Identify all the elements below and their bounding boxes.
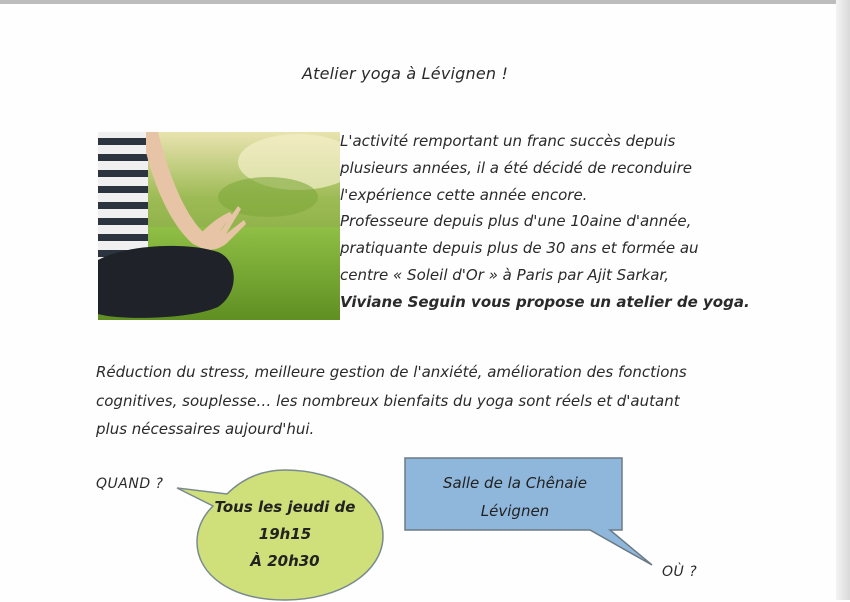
intro-paragraph bbox=[340, 128, 760, 316]
where-label: OÙ ? bbox=[662, 564, 698, 580]
scan-right-edge bbox=[836, 0, 850, 600]
intro-line: plusieurs années, il a été décidé de reconduire bbox=[340, 158, 692, 177]
scan-top-edge bbox=[0, 0, 850, 4]
when-line: 19h15 bbox=[258, 525, 312, 543]
yoga-meditation-icon bbox=[98, 132, 340, 320]
intro-line: pratiquante depuis plus de 30 ans et formée au bbox=[340, 239, 699, 258]
benefits-line: cognitives, souplesse… les nombreux bienfaits du yoga sont réels et d'autant bbox=[96, 391, 680, 410]
intro-line-highlight: Viviane Seguin vous propose un atelier de yoga. bbox=[340, 292, 750, 311]
when-line: Tous les jeudi de bbox=[214, 498, 356, 516]
page-title: Atelier yoga à Lévignen ! bbox=[302, 64, 509, 83]
benefits-line: Réduction du stress, meilleure gestion de l'anxiété, amélioration des fonctions bbox=[96, 363, 687, 381]
where-line: Lévignen bbox=[480, 502, 550, 520]
benefits-paragraph bbox=[96, 358, 756, 444]
intro-line: Professeure depuis plus d'une 10aine d'année, bbox=[340, 212, 692, 231]
where-line: Salle de la Chênaie bbox=[443, 474, 587, 492]
yoga-photo bbox=[98, 132, 340, 320]
where-details bbox=[405, 469, 625, 525]
benefits-line: plus nécessaires aujourd'hui. bbox=[96, 420, 315, 438]
intro-line: L'activité remportant un franc succès depuis bbox=[340, 132, 676, 150]
when-label: QUAND ? bbox=[96, 476, 164, 492]
intro-line: centre « Soleil d'Or » à Paris par Ajit Sarkar, bbox=[340, 265, 669, 284]
when-line: À 20h30 bbox=[250, 552, 320, 570]
intro-line: l'expérience cette année encore. bbox=[340, 185, 588, 204]
when-details bbox=[200, 494, 370, 575]
